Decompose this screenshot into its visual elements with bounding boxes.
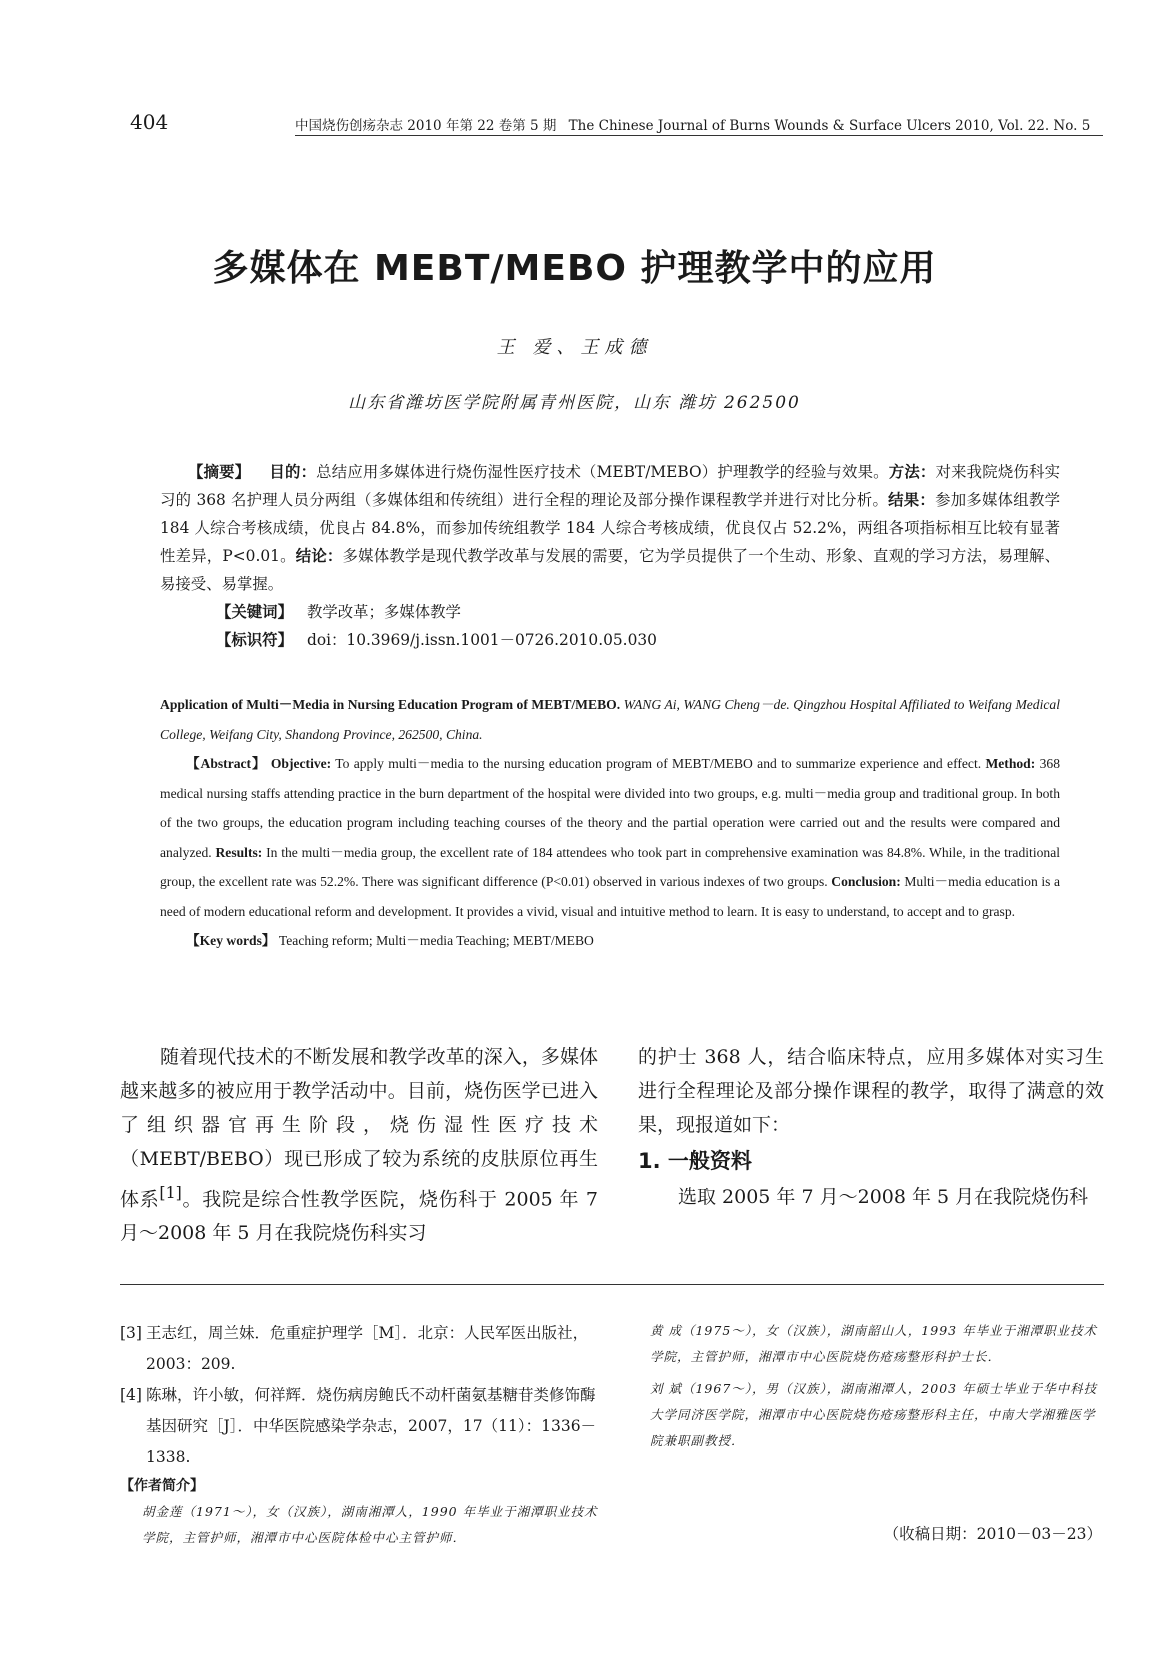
cn-objective-label: 目的： [269,463,317,481]
footnote-separator [120,1284,1104,1285]
page-number: 404 [130,110,169,134]
en-results-label: Results: [215,844,263,860]
author-bio: 刘 斌（1967～），男（汉族），湖南湘潭人，2003 年硕士毕业于华中科技大学同济医学院，湘潭市中心医院烧伤疮疡整形科主任，中南大学湘雅医学院兼职副教授． [650,1381,1098,1448]
en-method-label: Method: [985,756,1036,771]
en-title-line [160,690,1060,749]
intro-text-end: 。我院是综合性教学医院，烧伤科于 2005 年 7 月～2008 年 5 月在我院烧伤科实习 [120,1188,598,1245]
en-objective-label: Objective: [270,756,332,771]
reference-number: [3] [120,1324,142,1342]
reference-number: [4] [120,1386,142,1404]
cn-abstract-label: 【摘要】 [188,463,251,481]
en-abstract-label: 【Abstract】 [186,756,267,771]
author-bio: 黄 成（1975～），女（汉族），湖南韶山人，1993 年毕业于湘潭职业技术学院，主管护师，湘潭市中心医院烧伤疮疡整形科护士长． [650,1323,1098,1364]
intro-continuation: 的护士 368 人，结合临床特点，应用多媒体对实习生进行全程理论及部分操作课程的教学，取得了满意的效果，现报道如下： [638,1046,1104,1136]
en-objective: To apply multi－media to the nursing education program of MEBT/MEBO and to summarize experience and effect. [335,756,982,771]
reference-item [120,1380,598,1473]
journal-title-cn: 中国烧伤创疡杂志 2010 年第 22 卷第 5 期 [295,118,557,134]
cn-conclusion: 多媒体教学是现代教学改革与发展的需要，它为学员提供了一个生动、形象、直观的学习方法，易理解、易接受、易掌握。 [160,547,1060,593]
section-1-text: 选取 2005 年 7 月～2008 年 5 月在我院烧伤科 [678,1186,1089,1208]
cn-method-label: 方法： [888,463,936,481]
english-abstract [160,690,1060,956]
cn-results-label: 结果： [888,491,936,509]
en-method: 368 medical nursing staffs attending practice in the burn department of the hospital were divided into two groups, e.g. multi－media group and traditional group. In both of the two groups, the education program including teaching courses of the theory and the partial operation were carried out and the results were compared and analyzed. [160,756,1060,860]
author-bios-right [650,1318,1104,1460]
en-title: Application of Multi－Media in Nursing Education Program of MEBT/MEBO. [160,697,621,712]
chinese-abstract [160,458,1060,654]
references-and-bios-left [120,1318,598,1551]
article-title: 多媒体在 MEBT/MEBO 护理教学中的应用 [212,248,937,289]
author-bio-heading: 【作者简介】 [120,1478,204,1494]
cn-method: 对来我院烧伤科实习的 368 名护理人员分两组（多媒体组和传统组）进行全程的理论及部分操作课程教学并进行对比分析。 [160,463,1060,509]
cn-identifier-label: 【标识符】 [216,631,293,649]
affiliation: 山东省潍坊医学院附属青州医院，山东 潍坊 262500 [348,393,801,413]
cn-conclusion-label: 结论： [295,547,343,565]
reference-item [120,1318,598,1380]
en-conclusion: Multi－media education is a need of modern educational reform and development. It provides a vivid, visual and intuitive method to learn. It is easy to understand, to accept and to grasp. [160,874,1060,919]
intro-text: 随着现代技术的不断发展和教学改革的深入，多媒体越来越多的被应用于教学活动中。目前，烧伤医学已进入了组织器官再生阶段，烧伤湿性医疗技术（MEBT/BEBO）现已形成了较为系统的皮肤原位再生体系 [120,1046,598,1211]
reference-text: 陈琳，许小敏，何祥辉．烧伤病房鲍氏不动杆菌氨基糖苷类修饰酶基因研究［J］．中华医院感染学杂志，2007，17（11）：1336－1338. [146,1386,597,1466]
cn-keywords-line [160,598,1060,626]
cn-identifier-line [160,626,1060,654]
en-keywords-line [160,926,1060,956]
running-head [295,114,1103,136]
en-authors-affiliation: WANG Ai, WANG Cheng－de. Qingzhou Hospital Affiliated to Weifang Medical College, Weifang City, Shandong Province, 262500, China. [160,697,1060,742]
en-abstract-text [160,749,1060,926]
en-conclusion-label: Conclusion: [831,874,901,889]
reference-text: 王志红，周兰妹．危重症护理学［M］．北京：人民军医出版社，2003：209. [146,1324,589,1373]
intro-paragraph [120,1040,598,1250]
journal-title-en: The Chinese Journal of Burns Wounds & Surface Ulcers 2010, Vol. 22. No. 5 [568,118,1091,134]
citation-1[interactable]: [1] [159,1183,182,1202]
en-results: In the multi－media group, the excellent rate of 184 attendees who took part in comprehensive examination was 84.8%. While, in the traditional group, the excellent rate was 52.2%. There was significant difference (P<0.01) observed in various indexes of two groups. [160,844,1061,889]
cn-keywords: 教学改革；多媒体教学 [306,603,461,621]
en-keywords: Teaching reform; Multi－media Teaching; MEBT/MEBO [278,933,594,948]
cn-objective: 总结应用多媒体进行烧伤湿性医疗技术（MEBT/MEBO）护理教学的经验与效果。 [316,463,889,481]
cn-keywords-label: 【关键词】 [216,603,293,621]
section-1-heading: 1. 一般资料 [638,1149,752,1173]
authors: 王 爱、王成德 [496,337,653,358]
cn-abstract-text [160,458,1060,598]
body-column-left [120,1040,598,1250]
received-date: （收稿日期：2010－03－23） [883,1525,1102,1543]
author-bio: 胡金莲（1971～），女（汉族），湖南湘潭人，1990 年毕业于湘潭职业技术学院，主管护师，湘潭市中心医院体检中心主管护师． [142,1504,598,1545]
en-keywords-label: 【Key words】 [186,933,276,948]
doi[interactable]: doi：10.3969/j.issn.1001－0726.2010.05.030 [306,631,657,649]
cn-results: 参加多媒体组教学 184 人综合考核成绩，优良占 84.8%，而参加传统组教学 184 人综合考核成绩，优良仅占 52.2%，两组各项指标相互比较有显著性差异，P<0.01。 [160,491,1060,565]
body-column-right [638,1040,1104,1214]
